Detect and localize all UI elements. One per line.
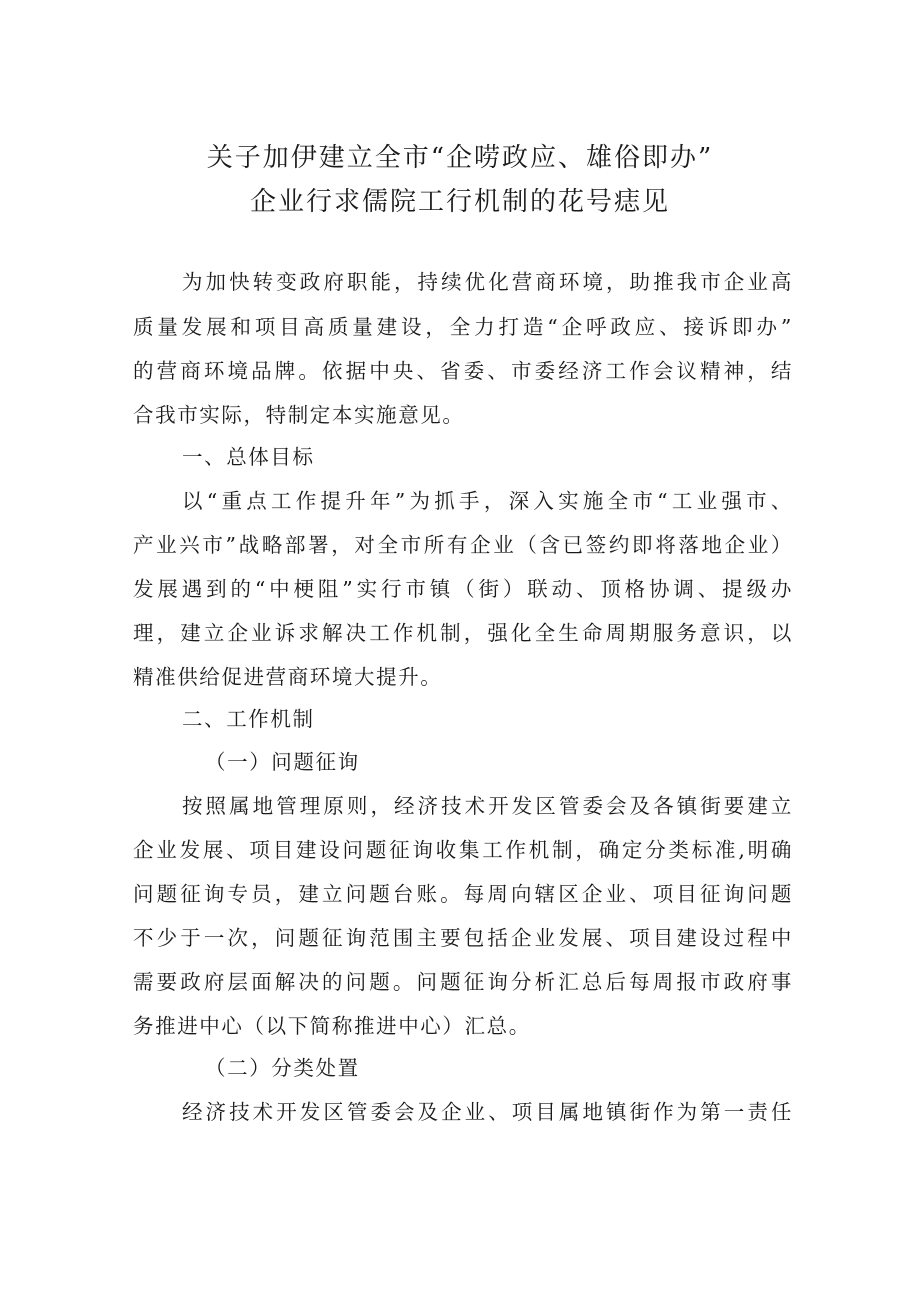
section-1-line-5: 精准供给促进营商环境大提升。 xyxy=(133,665,443,689)
subsection-1-line-5: 需要政府层面解决的问题。问题征询分析汇总后每周报市政府事 xyxy=(133,970,793,994)
subsection-1-line-3: 问题征询专员，建立问题台账。每周向辖区企业、项目征询问题 xyxy=(133,882,793,906)
section-1-line-2: 产业兴市”战略部署，对全市所有企业（含已签约即将落地企业） xyxy=(133,533,793,557)
subsection-1-heading: （一）问题征询 xyxy=(205,750,360,774)
section-1-line-3: 发展遇到的“中梗阻”实行市镇（街）联动、顶格协调、提级办 xyxy=(133,577,793,601)
subsection-1-line-4: 不少于一次，问题征询范围主要包括企业发展、项目建设过程中 xyxy=(133,926,793,950)
intro-line-1: 为加快转变政府职能，持续优化营商环境，助推我市企业高 xyxy=(182,270,793,294)
subsection-2-line-1: 经济技术开发区管委会及企业、项目属地镇街作为第一责任 xyxy=(182,1100,793,1124)
subsection-2-heading: （二）分类处置 xyxy=(205,1056,360,1080)
document-title-line-2: 企业行求儒院工行机制的花号痣见 xyxy=(249,187,670,217)
subsection-1-line-2: 企业发展、项目建设问题征询收集工作机制，确定分类标准,明确 xyxy=(133,838,793,862)
subsection-1-line-1: 按照属地管理原则，经济技术开发区管委会及各镇街要建立 xyxy=(182,794,793,818)
intro-line-4: 合我市实际，特制定本实施意见。 xyxy=(133,403,465,427)
section-1-heading: 一、总体目标 xyxy=(182,445,315,469)
intro-line-3: 的营商环境品牌。依据中央、省委、市委经济工作会议精神，结 xyxy=(133,359,793,383)
section-1-line-1: 以“重点工作提升年”为抓手，深入实施全市“工业强市、 xyxy=(182,489,793,513)
document-title-line-1: 关子加伊建立全市“企唠政应、雄俗即办” xyxy=(206,143,714,173)
intro-line-2: 质量发展和项目高质量建设，全力打造“企呼政应、接诉即办” xyxy=(133,315,793,339)
section-2-heading: 二、工作机制 xyxy=(182,707,315,731)
section-1-line-4: 理，建立企业诉求解决工作机制，强化全生命周期服务意识，以 xyxy=(133,621,793,645)
subsection-1-line-6: 务推进中心（以下简称推进中心）汇总。 xyxy=(133,1014,531,1038)
